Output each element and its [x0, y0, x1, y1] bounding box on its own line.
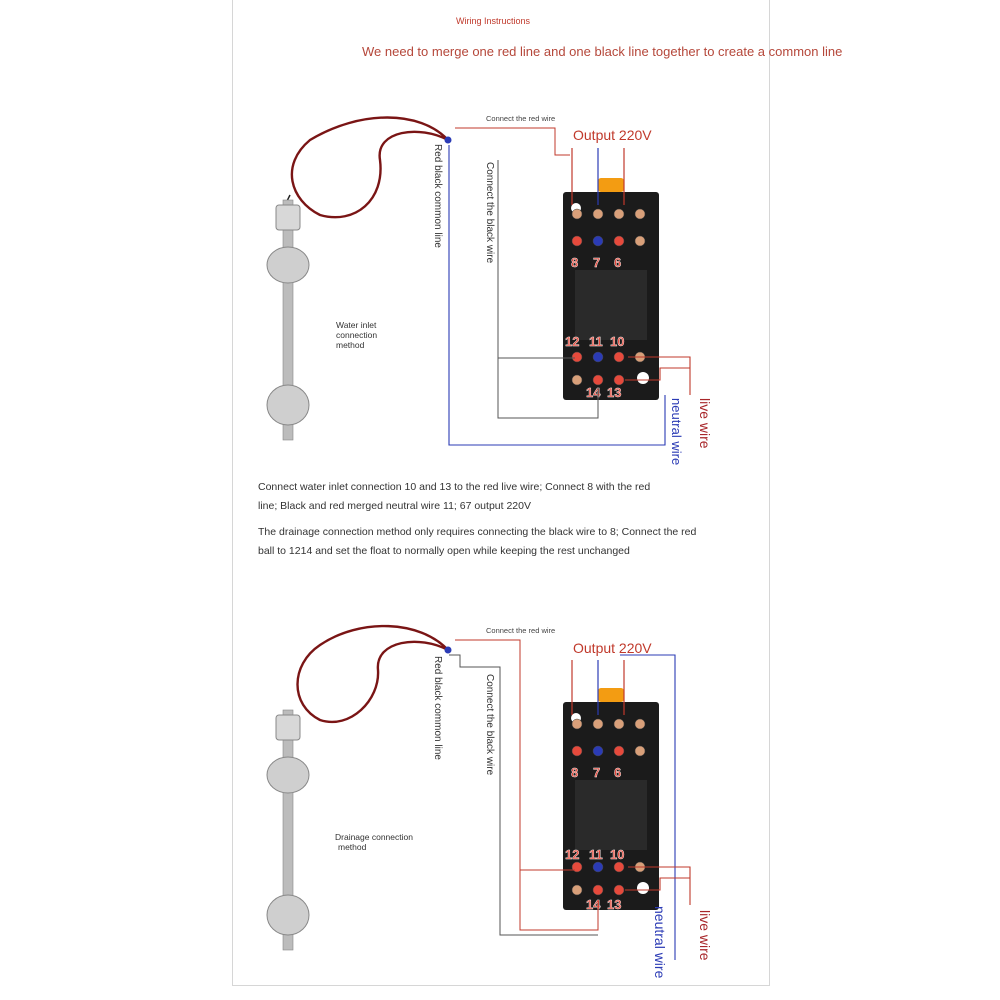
terminal-12-b: 12 — [565, 847, 580, 862]
instruction-paragraph-1: Connect water inlet connection 10 and 13 to the red live wire; Connect 8 with the red line; Black and red merged neutral wire 11; 67 output 220V — [258, 481, 651, 512]
neutral-wire-label-2: neutral wire — [652, 906, 668, 979]
terminal-7: 7 — [593, 255, 601, 270]
terminal-10: 10 — [610, 334, 625, 349]
common-line-label-2: Red black common line — [432, 656, 443, 760]
neutral-wire-label-1: neutral wire — [669, 398, 684, 466]
merge-instruction: We need to merge one red line and one black line together to create a common line — [362, 44, 843, 59]
water-inlet-method-label: Water inlet connection method — [336, 320, 378, 350]
terminal-14-b: 14 — [586, 897, 601, 912]
connect-red-label-2: Connect the red wire — [486, 626, 556, 635]
drainage-method-label: Drainage connection method — [335, 832, 413, 852]
connect-red-label-1: Connect the red wire — [486, 114, 556, 123]
live-wire-label-2: live wire — [697, 910, 713, 961]
terminal-11: 11 — [589, 334, 603, 349]
terminal-13: 13 — [607, 385, 622, 400]
connect-black-label-2: Connect the black wire — [484, 674, 495, 776]
common-line-label-1: Red black common line — [432, 144, 443, 248]
live-wire-label-1: live wire — [697, 398, 713, 449]
terminal-12: 12 — [565, 334, 580, 349]
terminal-10-b: 10 — [610, 847, 625, 862]
terminal-13-b: 13 — [607, 897, 622, 912]
output-220v-label-1: Output 220V — [573, 127, 652, 143]
output-220v-label-2: Output 220V — [573, 640, 652, 656]
terminal-11-b: 11 — [589, 847, 603, 862]
terminal-14: 14 — [586, 385, 601, 400]
page-title: Wiring Instructions — [456, 16, 531, 26]
instruction-paragraph-2: The drainage connection method only requires connecting the black wire to 8; Connect the red ball to 1214 and set the float to normally open while keeping the rest unchanged — [258, 526, 697, 557]
terminal-6-b: 6 — [614, 765, 622, 780]
connect-black-label-1: Connect the black wire — [484, 162, 495, 264]
terminal-7-b: 7 — [593, 765, 601, 780]
terminal-8: 8 — [571, 255, 579, 270]
terminal-6: 6 — [614, 255, 622, 270]
terminal-8-b: 8 — [571, 765, 579, 780]
